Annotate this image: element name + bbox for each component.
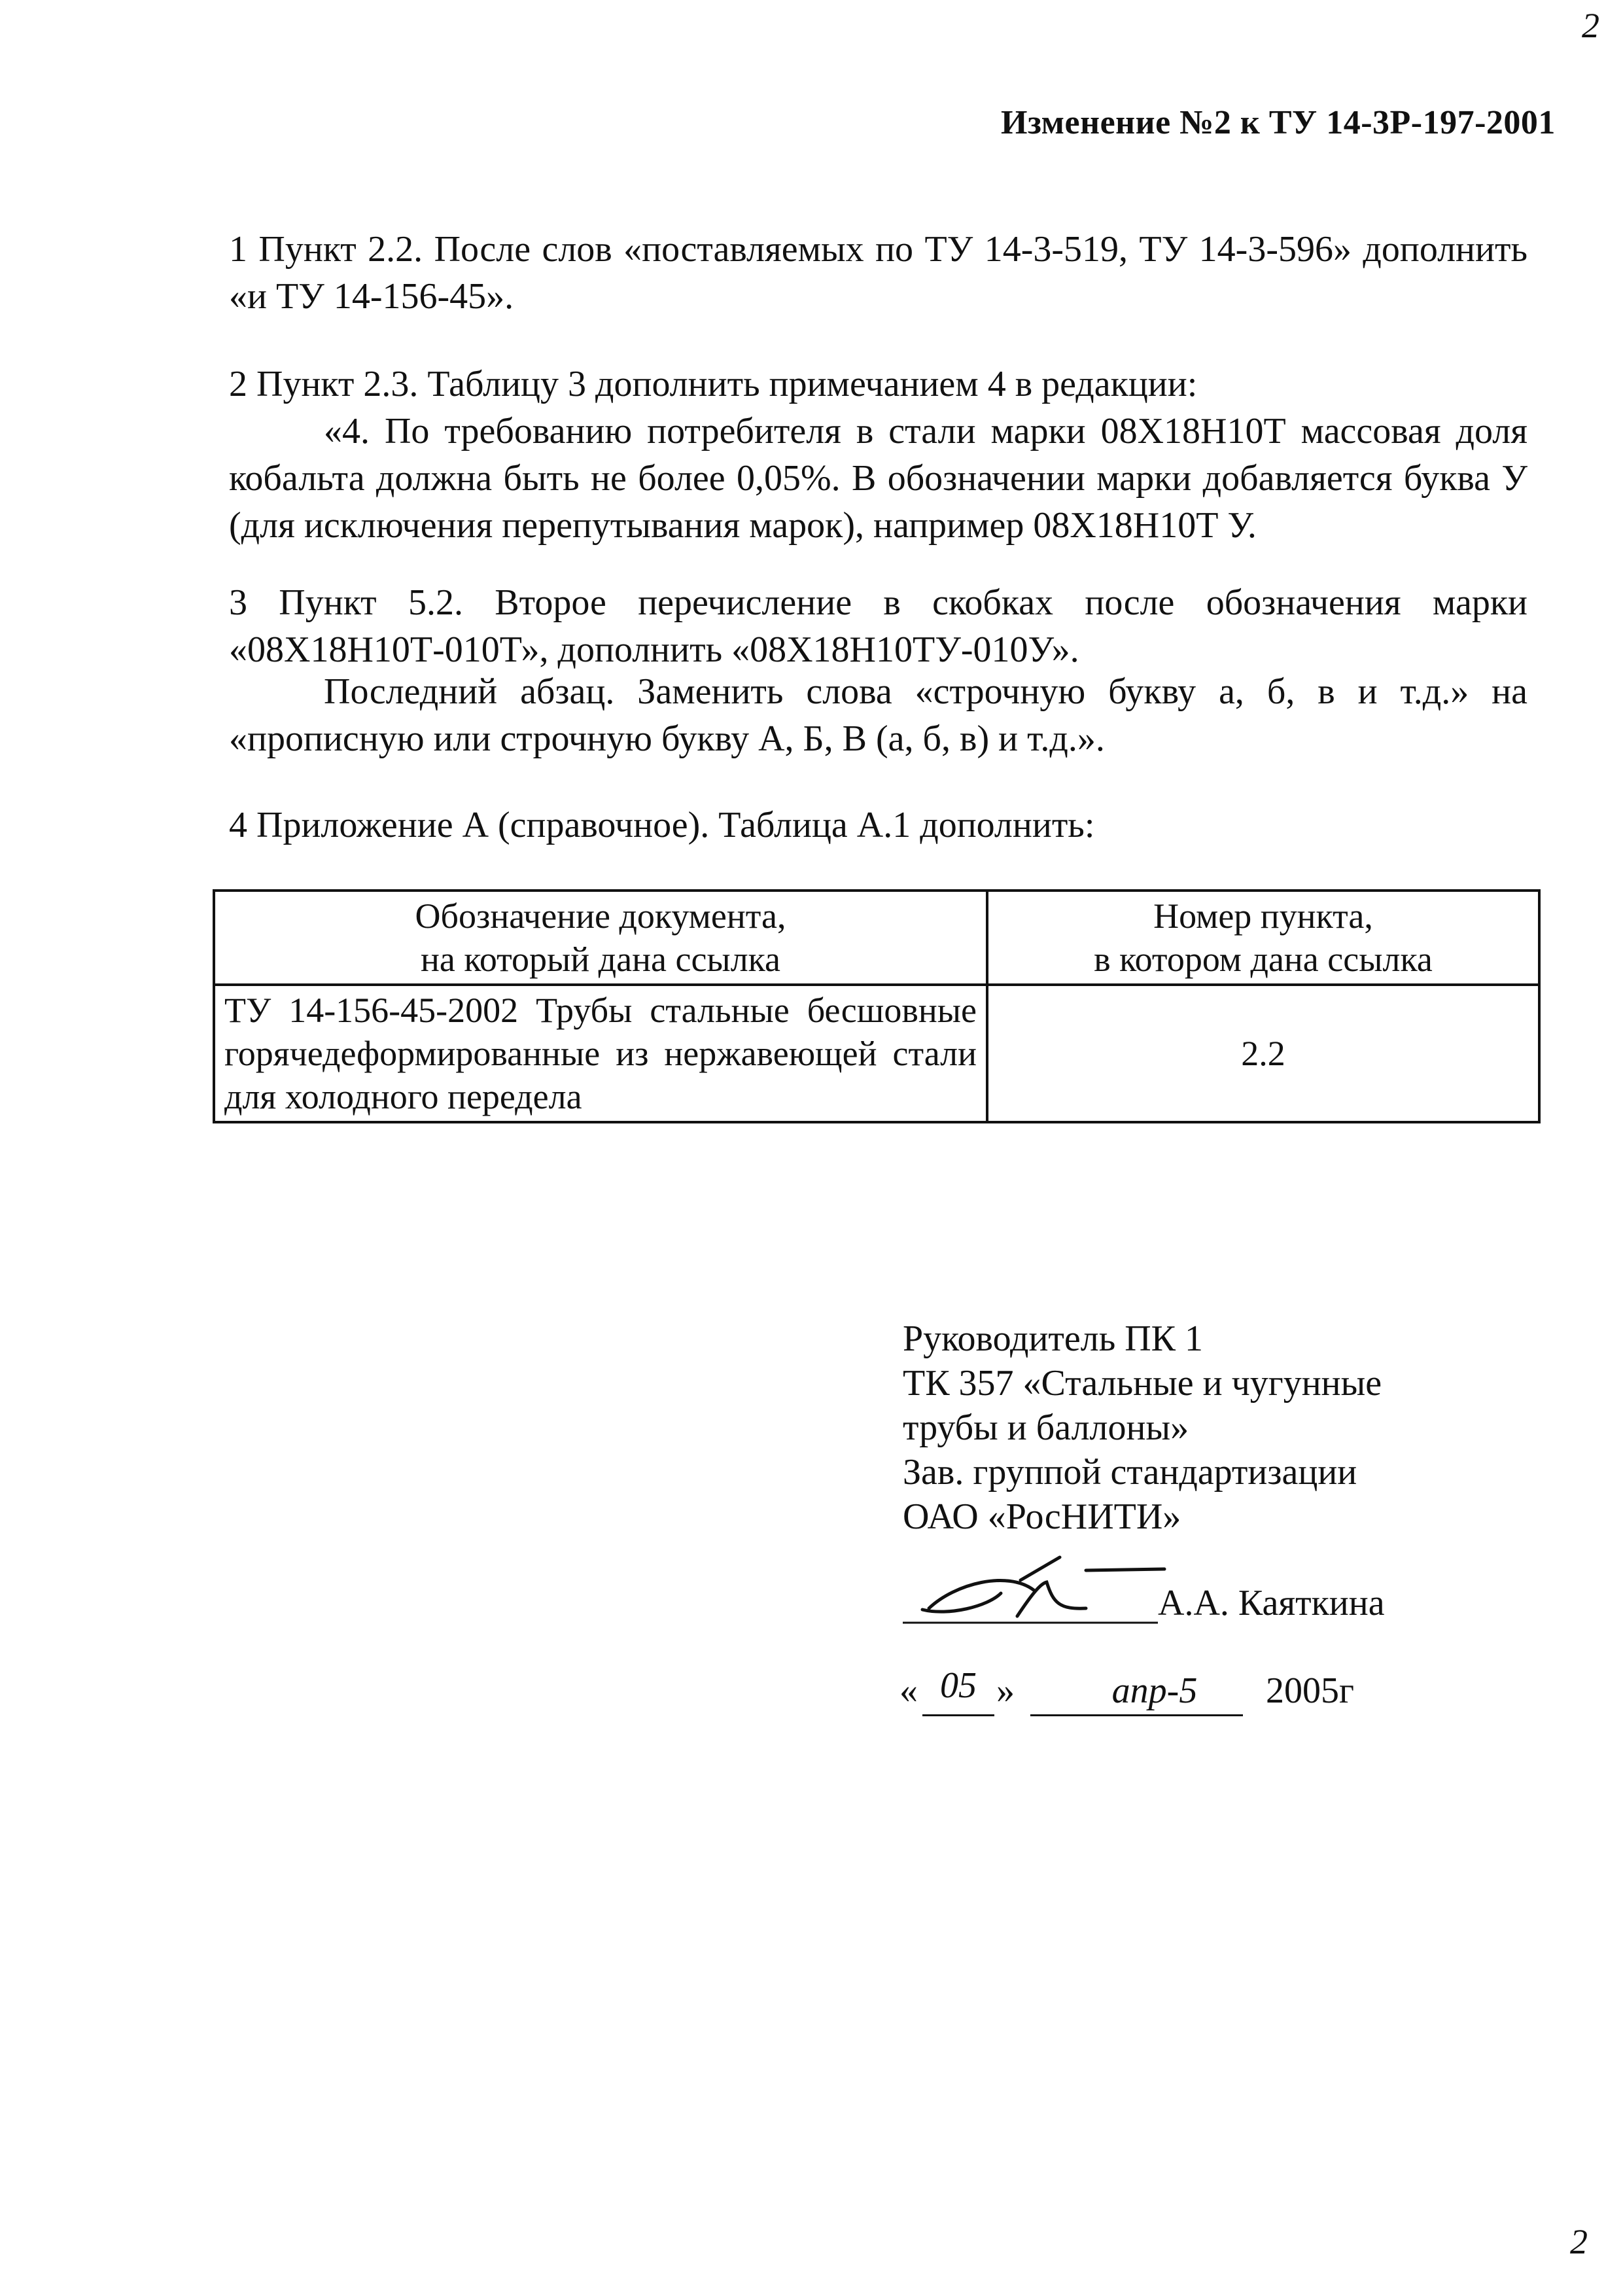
- signatory-title-line1: Руководитель ПК 1: [903, 1318, 1204, 1359]
- table-row: [214, 985, 1539, 1122]
- signatory-title-line2: ТК 357 «Стальные и чугунные: [903, 1363, 1382, 1404]
- signature-date: [899, 1665, 1554, 1722]
- handwritten-signature: [896, 1544, 1191, 1642]
- date-day-handwritten: 05: [940, 1665, 977, 1706]
- column-header-document: [214, 891, 987, 985]
- date-quote-close: »: [996, 1670, 1015, 1711]
- item-2-heading: 2 Пункт 2.3. Таблицу 3 дополнить примечанием 4 в редакции:: [229, 364, 1198, 404]
- signatory-name: А.А. Каяткина: [1158, 1583, 1385, 1623]
- date-month-underline: [1030, 1714, 1243, 1716]
- signature-block: [903, 1316, 1382, 1539]
- item-4-paragraph: 4 Приложение А (справочное). Таблица А.1 дополнить:: [229, 805, 1095, 845]
- signatory-title-line3: трубы и баллоны»: [903, 1407, 1189, 1448]
- reference-table: [213, 889, 1541, 1123]
- date-month-handwritten: апр-5: [1111, 1670, 1198, 1711]
- date-quote-open: «: [899, 1670, 918, 1711]
- column-header-item-line1: Номер пункта,: [1153, 896, 1373, 936]
- table-cell-item-number: 2.2: [987, 985, 1539, 1122]
- column-header-document-line1: Обозначение документа,: [415, 896, 786, 936]
- item-2-note-text: «4. По требованию потребителя в стали марки 08Х18Н10Т массовая доля кобальта должна быть не более 0,05%. В обозначении марки добавляется буква У (для исключения перепутывания марок), например 08Х18Н10Т У.: [229, 411, 1527, 546]
- document-header: Изменение №2 к ТУ 14-3Р-197-2001: [1001, 104, 1556, 141]
- item-3-paragraph: 3 Пункт 5.2. Второе перечисление в скобках после обозначения марки «08Х18Н10Т-010Т», дополнить «08Х18Н10ТУ-010У».: [229, 582, 1527, 670]
- table-cell-document: ТУ 14-156-45-2002 Трубы стальные бесшовные горячедеформированные из нержавеющей стали для холодного передела: [214, 985, 987, 1122]
- item-1-paragraph: 1 Пункт 2.2. После слов «поставляемых по ТУ 14-3-519, ТУ 14-3-596» дополнить «и ТУ 14-156-45».: [229, 229, 1527, 317]
- page-number-handwritten: 2: [1582, 6, 1599, 45]
- column-header-item-line2: в котором дана ссылка: [1094, 940, 1433, 979]
- column-header-document-line2: на который дана ссылка: [420, 940, 781, 979]
- signatory-title-line5: ОАО «РосНИТИ»: [903, 1496, 1181, 1537]
- signatory-title-line4: Зав. группой стандартизации: [903, 1452, 1357, 1492]
- table-header-row: [214, 891, 1539, 985]
- date-year: 2005г: [1266, 1670, 1354, 1711]
- item-3-last-paragraph-text: Последний абзац. Заменить слова «строчную букву а, б, в и т.д.» на «прописную или строчную букву А, Б, В (а, б, в) и т.д.».: [229, 671, 1527, 759]
- date-day-underline: [922, 1714, 994, 1716]
- column-header-item-number: [987, 891, 1539, 985]
- page-number-bottom-handwritten: 2: [1570, 2222, 1588, 2261]
